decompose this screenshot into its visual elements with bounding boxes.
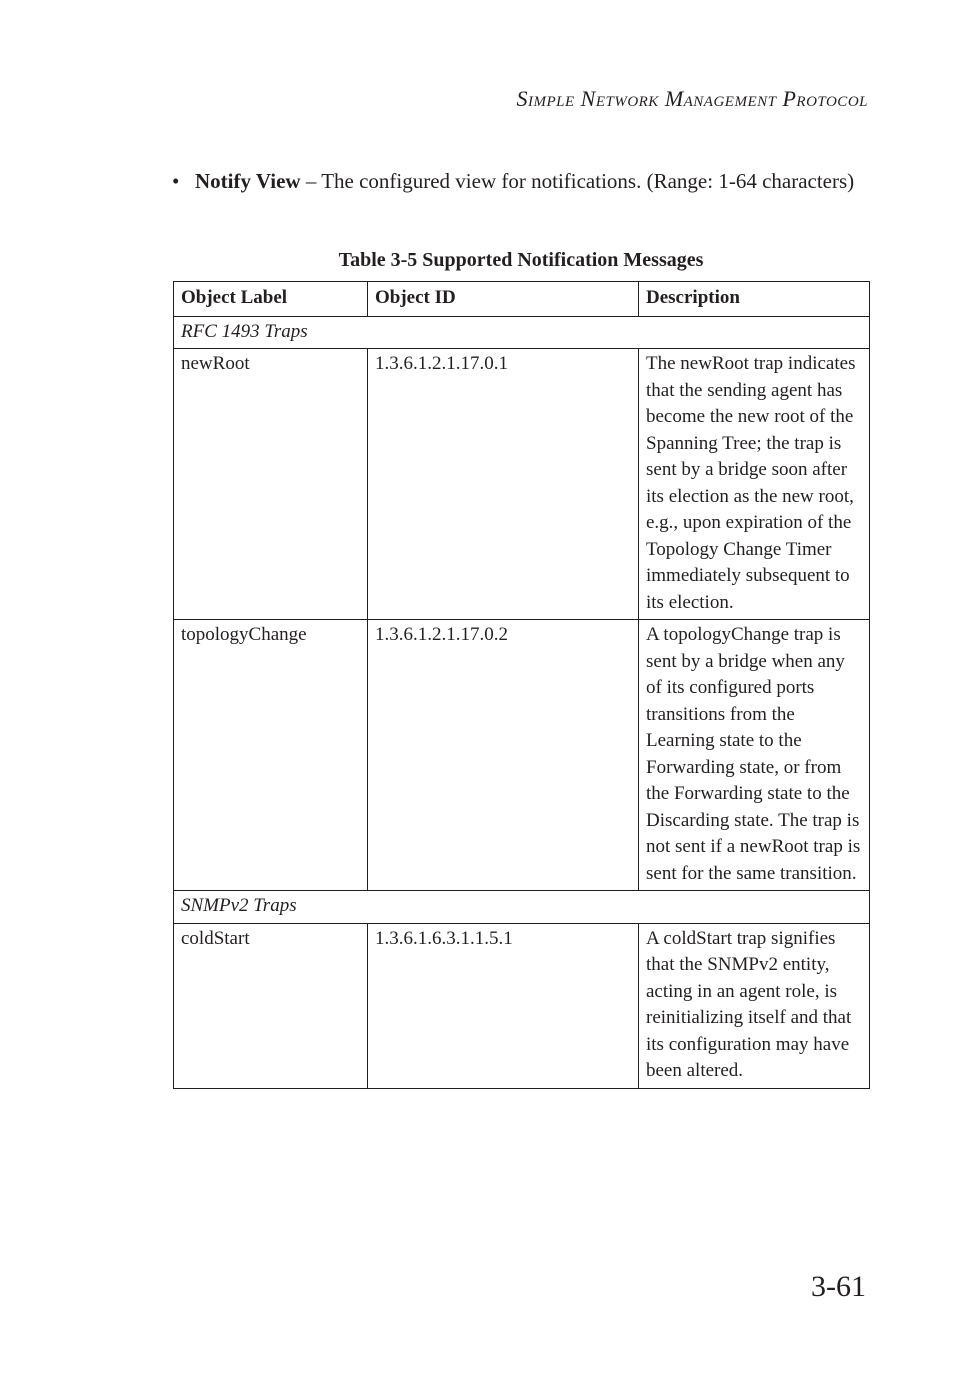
description-cell: The newRoot trap indicates that the sending agent has become the new root of the Spanning Tree; the trap is sent by a bridge soon after its election as the new root, e.g., upon expiration of the Topology Change Timer immediately subsequent to its election. [639, 349, 870, 620]
page-number: 3-61 [811, 1270, 866, 1303]
bullet-description: – The configured view for notifications. (Range: 1-64 characters) [300, 169, 855, 193]
bullet-term: Notify View [195, 169, 301, 193]
section-row [174, 891, 870, 924]
table-row [174, 620, 870, 891]
column-header-object-id: Object ID [368, 282, 639, 317]
running-header: Simple Network Management Protocol [516, 86, 868, 111]
object-label-cell: coldStart [174, 923, 368, 1088]
object-id-cell: 1.3.6.1.6.3.1.1.5.1 [368, 923, 639, 1088]
section-title-rfc1493: RFC 1493 Traps [174, 316, 870, 349]
table-row [174, 923, 870, 1088]
object-id-cell: 1.3.6.1.2.1.17.0.1 [368, 349, 639, 620]
bullet-text [195, 167, 862, 195]
notification-messages-table [173, 281, 870, 1089]
bullet-marker: • [172, 169, 180, 193]
section-row [174, 316, 870, 349]
description-cell: A coldStart trap signifies that the SNMPv2 entity, acting in an agent role, is reinitializing itself and that its configuration may have been altered. [639, 923, 870, 1088]
column-header-description: Description [639, 282, 870, 317]
notify-view-bullet [172, 167, 862, 195]
table-row [174, 349, 870, 620]
description-cell: A topologyChange trap is sent by a bridge when any of its configured ports transitions from the Learning state to the Forwarding state, or from the Forwarding state to the Discarding state. The trap is not sent if a newRoot trap is sent for the same transition. [639, 620, 870, 891]
table-caption: Table 3-5 Supported Notification Messages [338, 249, 704, 271]
section-title-snmpv2: SNMPv2 Traps [174, 891, 870, 924]
column-header-object-label: Object Label [174, 282, 368, 317]
object-id-cell: 1.3.6.1.2.1.17.0.2 [368, 620, 639, 891]
object-label-cell: topologyChange [174, 620, 368, 891]
object-label-cell: newRoot [174, 349, 368, 620]
table-header-row [174, 282, 870, 317]
